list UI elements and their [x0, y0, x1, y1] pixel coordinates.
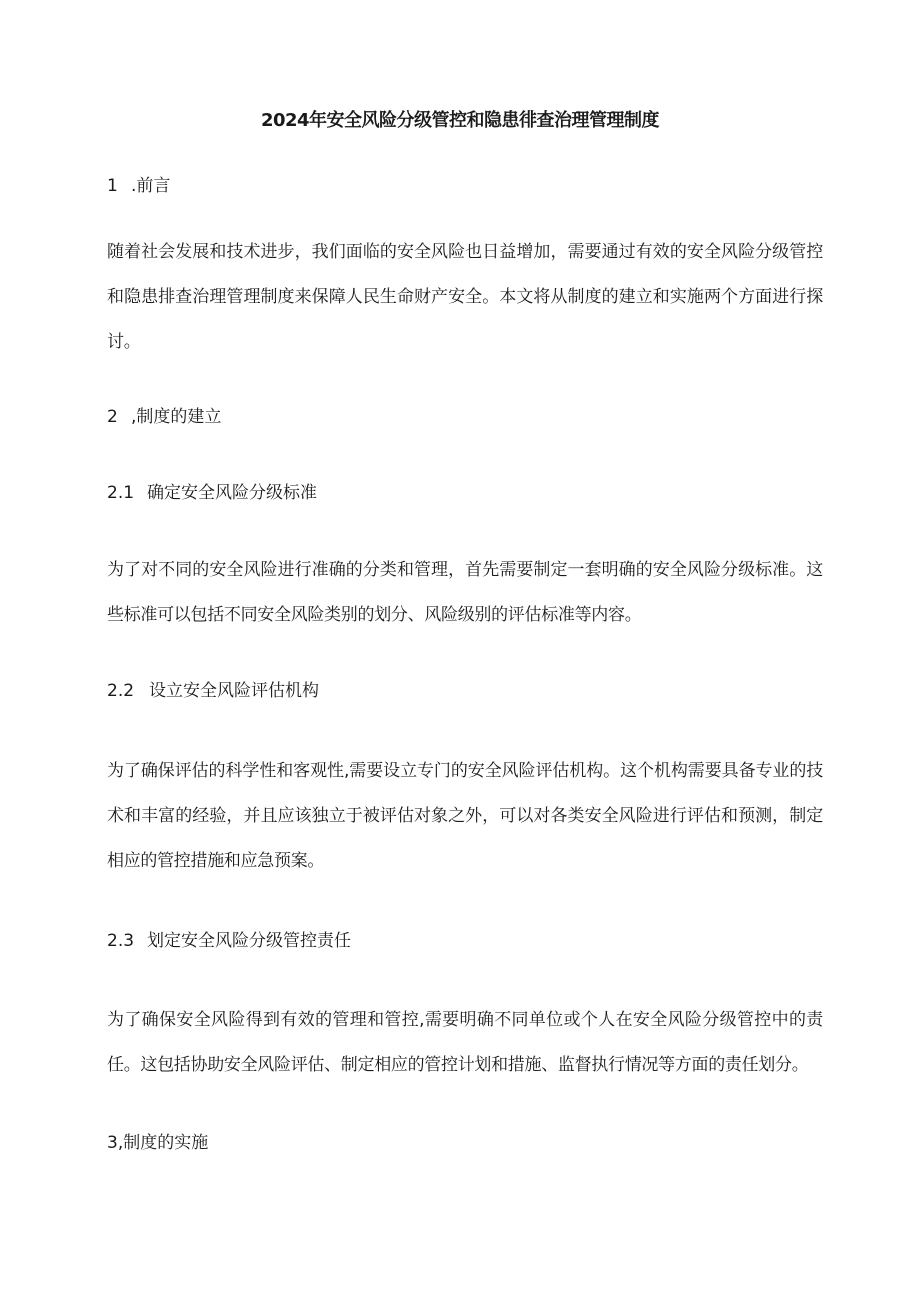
section-1-heading [107, 172, 170, 200]
section-number: 2.1 [107, 483, 135, 503]
section-number: 2.3 [107, 931, 135, 951]
section-2-3-heading [107, 927, 351, 955]
section-number: 1 [107, 176, 118, 196]
section-2-2-paragraph: 为了确保评估的科学性和客观性,需要设立专门的安全风险评估机构。这个机构需要具备专业的技术和丰富的经验，并且应该独立于被评估对象之外，可以对各类安全风险进行评估和预测，制定相应的管控措施和应急预案。 [107, 761, 823, 871]
section-2-heading [107, 403, 221, 431]
section-title: 确定安全风险分级标准 [147, 483, 317, 503]
section-title: 划定安全风险分级管控责任 [147, 931, 351, 951]
section-2-2-heading [107, 677, 319, 705]
section-number: 2.2 [107, 681, 135, 701]
section-2-3-paragraph: 为了确保安全风险得到有效的管理和管控,需要明确不同单位或个人在安全风险分级管控中的责任。这包括协助安全风险评估、制定相应的管控计划和措施、监督执行情况等方面的责任划分。 [107, 1010, 823, 1075]
section-number: 2 [107, 407, 118, 427]
document-title: 2024年安全风险分级管控和隐患徘查治理管理制度 [260, 110, 660, 131]
section-title: 设立安全风险评估机构 [149, 681, 319, 701]
section-1-paragraph: 随着社会发展和技术进步，我们面临的安全风险也日益增加，需要通过有效的安全风险分级管控和隐患排查治理管理制度来保障人民生命财产安全。本文将从制度的建立和实施两个方面进行探讨。 [107, 242, 823, 352]
section-title: ,制度的建立 [131, 407, 222, 427]
section-2-1-paragraph: 为了对不同的安全风险进行准确的分类和管理，首先需要制定一套明确的安全风险分级标准。这些标准可以包括不同安全风险类别的划分、风险级别的评估标准等内容。 [107, 560, 823, 625]
section-title: .前言 [131, 176, 171, 196]
section-2-1-heading [107, 479, 317, 507]
section-3-heading: 3,制度的实施 [107, 1133, 209, 1153]
